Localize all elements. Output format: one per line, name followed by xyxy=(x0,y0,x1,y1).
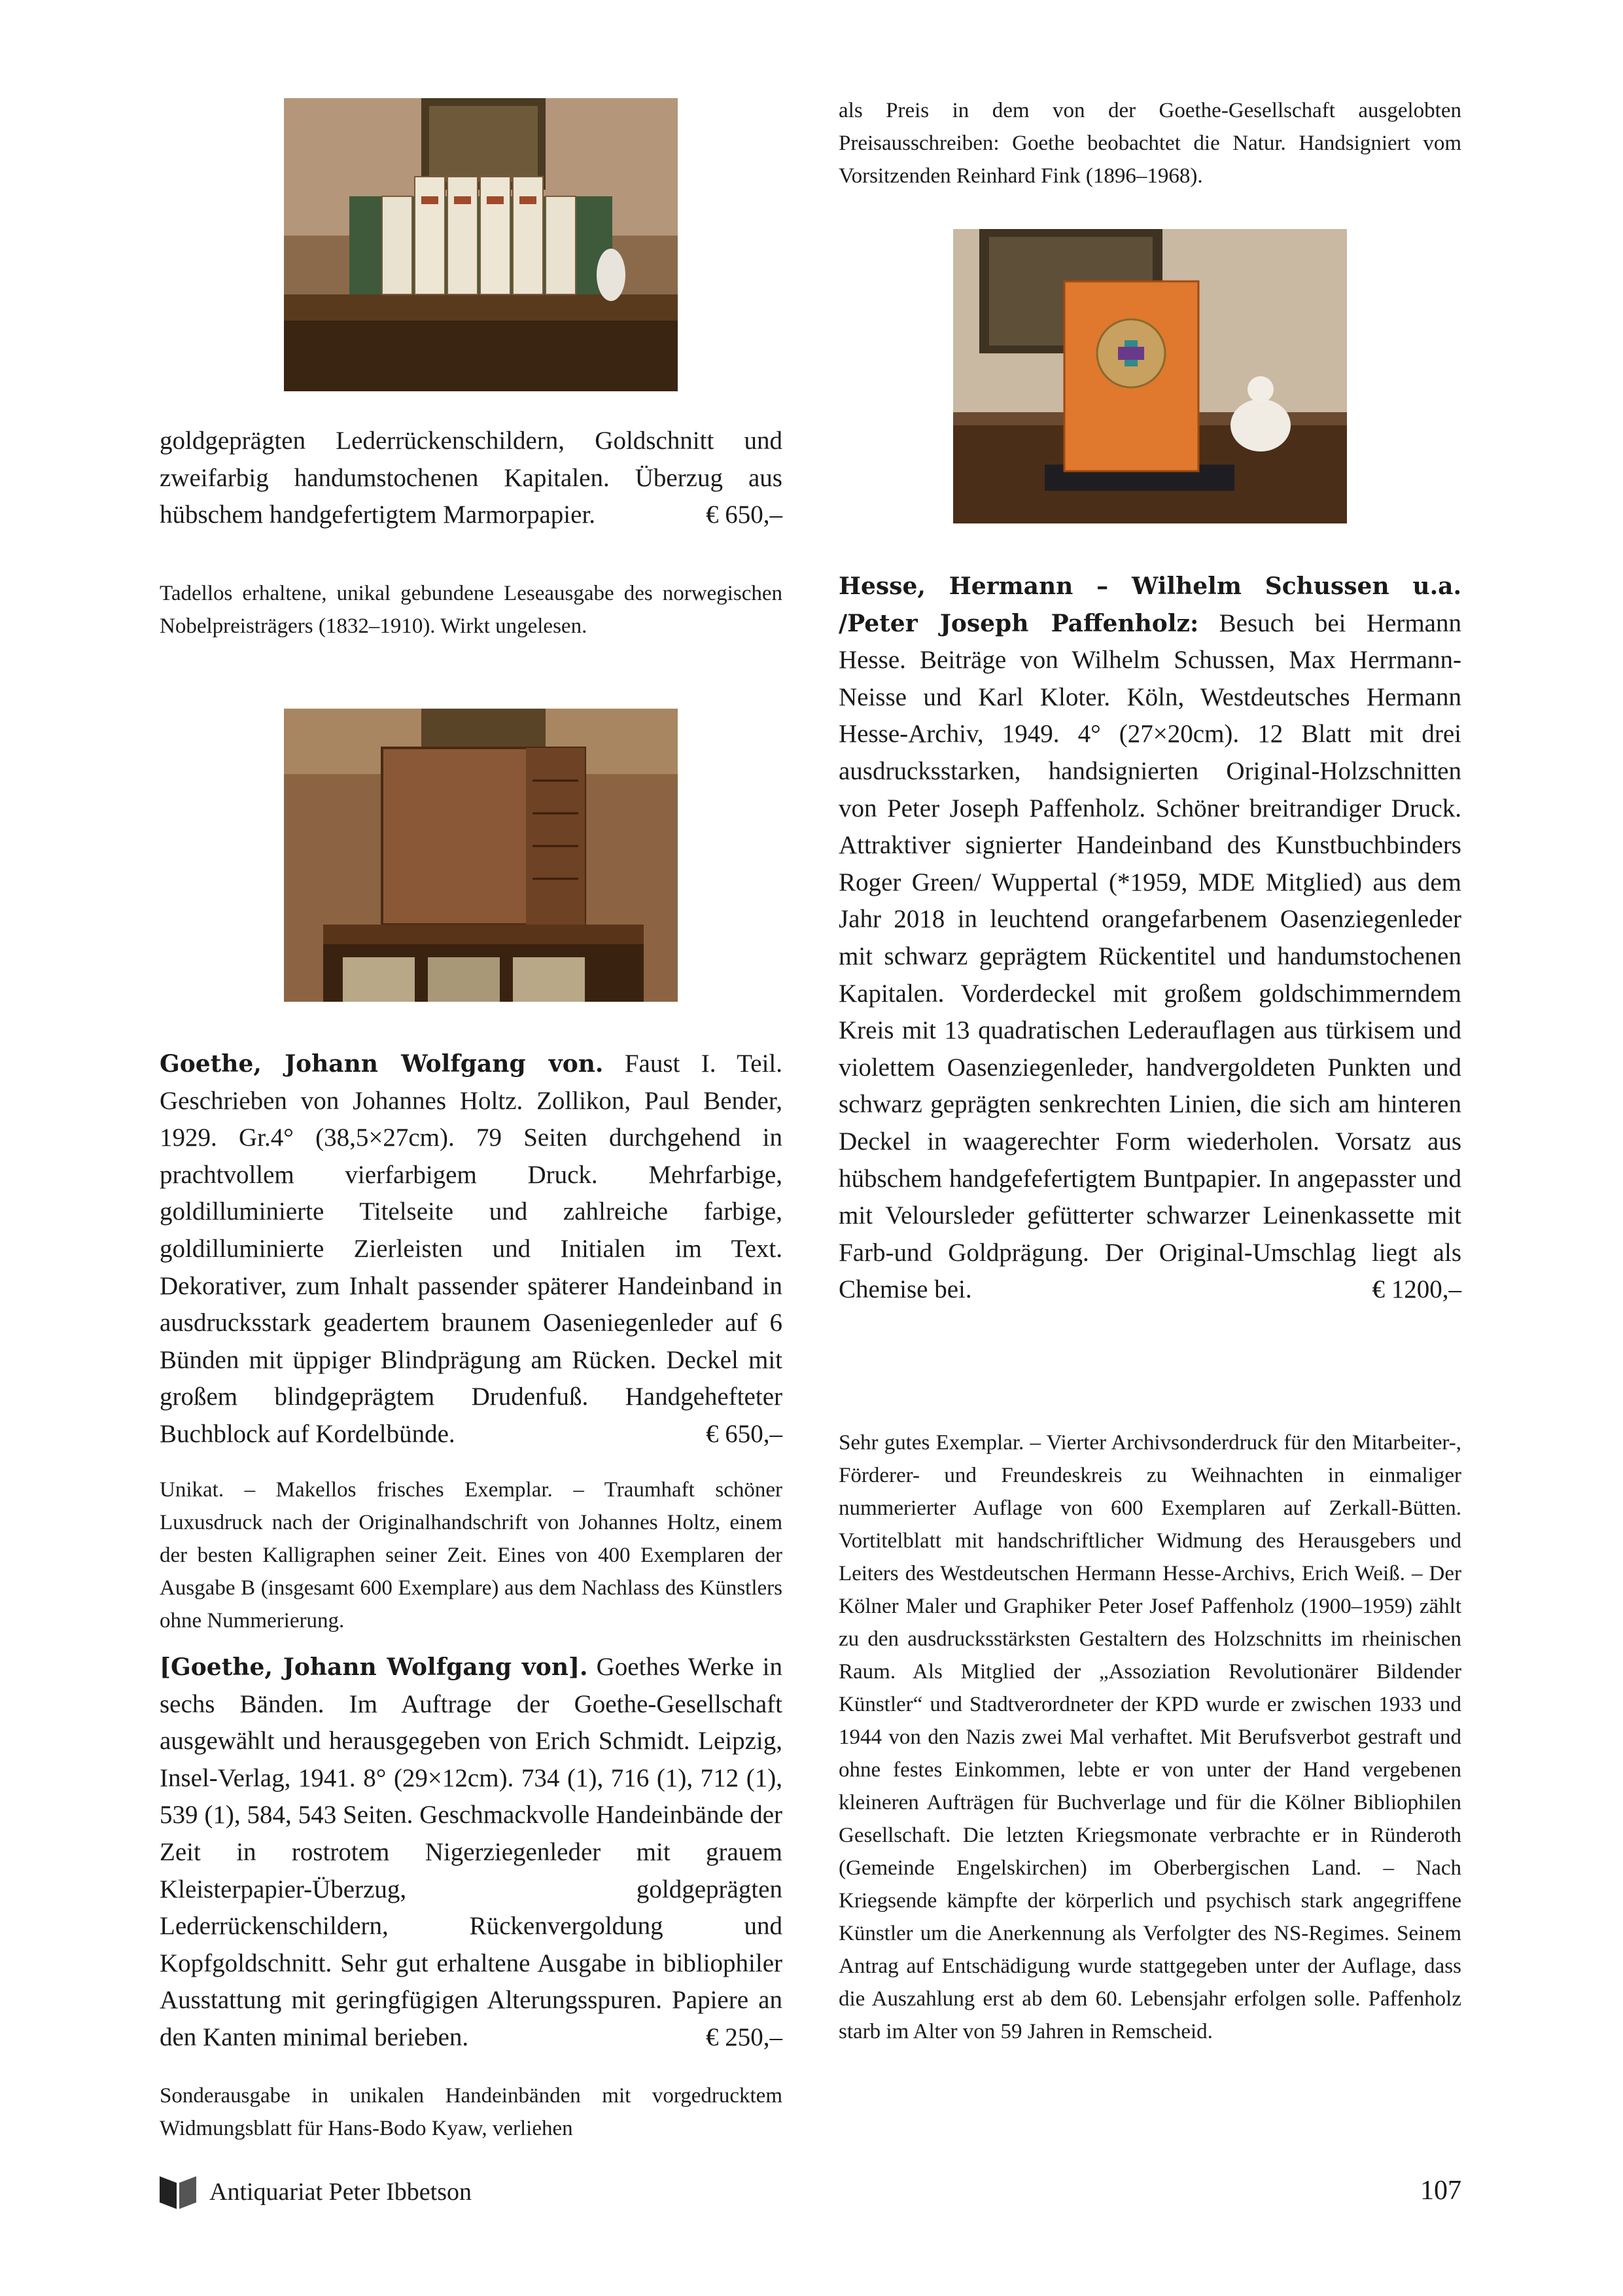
entry-note: Sonderausgabe in unikalen Handeinbänden mit vorgedrucktem Widmungsblatt für Hans-Bodo Kyaw, verliehen xyxy=(160,2084,782,2140)
entry-note: Unikat. – Makellos frisches Exemplar. – Traumhaft schöner Luxusdruck nach der Originalhandschrift von Johannes Holtz, einem der besten Kalligraphen seiner Zeit. Eines von 400 Exemplaren der Ausgabe B (insgesamt 600 Exemplare) aus dem Nachlass des Künstlers ohne Nummerierung. xyxy=(160,1478,782,1633)
photo-faust-binding xyxy=(284,709,678,1002)
entry-note-continued: als Preis in dem von der Goethe-Gesellschaft ausgelobten Preisausschreiben: Goethe beobachtet die Natur. Handsigniert vom Vorsitzenden Reinhard Fink (1896–1968). xyxy=(839,99,1461,188)
entry-text: Goethes Werke in sechs Bänden. Im Auftrage der Goethe-Gesellschaft ausgewählt und herausgegeben von Erich Schmidt. Leipzig, Insel-Verlag, 1941. 8° (29×12cm). 734 (1), 716 (1), 712 (1), 539 (1), 584, 543 Seiten. Geschmackvolle Handeinbände der Zeit in rostrotem Nigerziegenleder mit grauem Kleisterpapier-Überzug, goldgeprägten Lederrückenschildern, Rückenvergoldung und Kopfgoldschnitt. Sehr gut erhaltene Ausgabe in bibliophiler Ausstattung mit geringfügigen Alterungsspuren. Papiere an den Kanten minimal berieben. xyxy=(160,1653,782,2051)
price: € 250,– xyxy=(706,2022,782,2051)
entry-goethe-werke xyxy=(160,1649,782,2057)
publisher-logo-icon xyxy=(160,2174,196,2210)
price: € 1200,– xyxy=(1372,1275,1461,1304)
entry-text: Besuch bei Hermann Hesse. Beiträge von Wilhelm Schussen, Max Herrmann-Neisse und Karl Kloter. Köln, Westdeutsches Hermann Hesse-Archiv, 1949. 4° (27×20cm). 12 Blatt mit drei ausdrucksstarken, handsignierten Original-Holzschnitten von Peter Joseph Paffenholz. Schöner breitrandiger Druck. Attraktiver signierter Handeinband des Kunstbuchbinders Roger Green/ Wuppertal (*1959, MDE Mitglied) aus dem Jahr 2018 in leuchtend orangefarbenem Oasenziegenleder mit schwarz geprägtem Rückentitel und handumstochenen Kapitalen. Vorderdeckel mit großem goldschimmerndem Kreis mit 13 quadratischen Lederauflagen aus türkisem und violettem Oasenziegenleder, handvergoldeten Punkten und schwarz geprägten senkrechten Linien, die sich am hinteren Deckel in waagerechter Form wiederholen. Vorsatz aus hübschem handgefefertigtem Buntpapier. In angepasster und mit Veloursleder gefütterter schwarzer Leinenkassette mit Farb-und Goldprägung. Der Original-Umschlag liegt als Chemise bei. xyxy=(839,609,1461,1304)
page-number: 107 xyxy=(1420,2176,1461,2206)
entry-author: [Goethe, Johann Wolfgang von]. xyxy=(160,1653,588,1681)
entry-text: goldgeprägten Lederrückenschildern, Goldschnitt und zweifarbig handumstochenen Kapitalen. Überzug aus hübschem handgefertigtem Marmorpapier. xyxy=(160,427,782,529)
photo-book-set xyxy=(284,98,678,391)
entry-goethe-faust xyxy=(160,1046,782,1453)
publisher-name: Antiquariat Peter Ibbetson xyxy=(209,2178,472,2206)
entry-note: Sehr gutes Exemplar. – Vierter Archivsonderdruck für den Mitarbeiter-, Förderer- und Freundeskreis zu Weihnachten in einmaliger nummerierter Auflage von 600 Exemplaren auf Zerkall-Bütten. Vortitelblatt mit handschriftlicher Widmung des Herausgebers und Leiters des Westdeutschen Hermann Hesse-Archivs, Erich Weiß. – Der Kölner Maler und Graphiker Peter Josef Paffenholz (1900–1959) zählt zu den ausdrucksstärksten Gestaltern des Holzschnitts im rheinischen Raum. Als Mitglied der „Assoziation Revolutionärer Bildender Künstler“ und Stadtverordneter der KPD wurde er zwischen 1933 und 1944 von den Nazis zwei Mal verhaftet. Mit Berufsverbot gestraft und ohne festes Einkommen, lebte er von unter der Hand vergebenen kleineren Aufträgen für Buchverlage und für die Kölner Bibliophilen Gesellschaft. Die letzten Kriegsmonate verbrachte er in Ründeroth (Gemeinde Engelskirchen) im Oberbergischen Land. – Nach Kriegsende kämpfte der körperlich und psychisch stark angegriffene Künstler um die Anerkennung als Verfolgter des NS-Regimes. Seinem Antrag auf Entschädigung wurde stattgegeben unter der Auflage, dass die Auszahlung erst ab dem 60. Lebensjahr erfolgen solle. Paffenholz starb im Alter von 59 Jahren in Remscheid. xyxy=(839,1431,1461,2043)
entry-author: Goethe, Johann Wolfgang von. xyxy=(160,1050,604,1078)
entry-text: Faust I. Teil. Geschrieben von Johannes Holtz. Zollikon, Paul Bender, 1929. Gr.4° (38,5×27cm). 79 Seiten durchgehend in prachtvollem vierfarbigem Druck. Mehrfarbige, goldilluminierte Titelseite und zahlreiche farbige, goldilluminierte Zierleisten und Initialen im Text. Dekorativer, zum Inhalt passender späterer Handeinband in ausdrucksstark geadertem braunem Oaseniegenleder auf 6 Bünden mit üppiger Blindprägung am Rücken. Deckel mit großem blindgeprägtem Drudenfuß. Handgehefteter Buchblock auf Kordelbünde. xyxy=(160,1050,782,1448)
entry-hesse xyxy=(839,568,1461,1309)
price: € 650,– xyxy=(706,501,782,529)
photo-hesse-binding xyxy=(953,229,1347,523)
entry-author: Hesse, Hermann – Wilhelm Schussen u.a. /Peter Joseph Paffenholz: xyxy=(839,573,1461,637)
entry-ibsen-continued xyxy=(160,423,782,534)
entry-note: Tadellos erhaltene, unikal gebundene Leseausgabe des norwegischen Nobelpreisträgers (1832–1910). Wirkt ungelesen. xyxy=(160,582,782,638)
price: € 650,– xyxy=(706,1419,782,1448)
